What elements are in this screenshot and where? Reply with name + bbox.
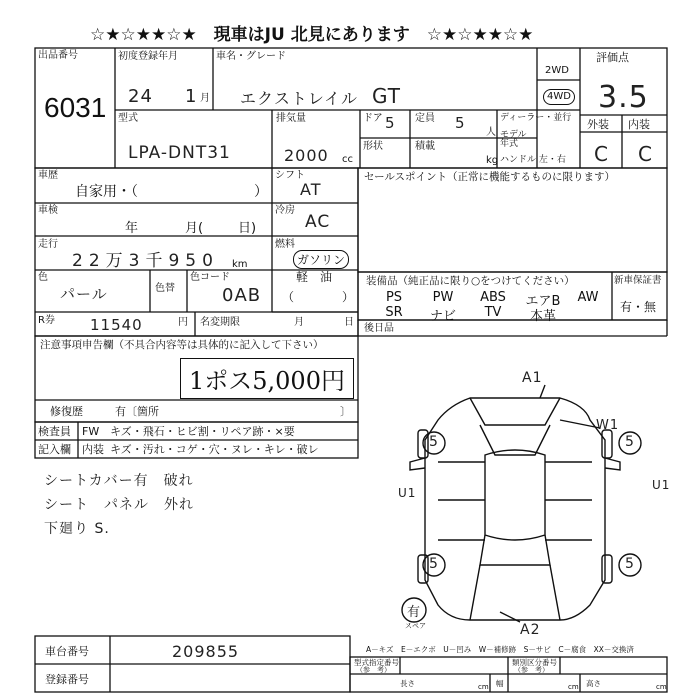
inspector-label: 検査員	[38, 425, 71, 438]
equipment-row2	[370, 305, 568, 324]
equipment-label: 装備品（純正品に限り○をつけてください）	[366, 275, 575, 287]
equip-pw: PW	[432, 290, 454, 305]
length-label: 長さ	[400, 679, 415, 688]
chassis-value: 209855	[172, 642, 240, 661]
chassis-label: 車台番号	[45, 645, 89, 658]
spare-label: スペア	[405, 622, 426, 630]
equip-tv: TV	[484, 305, 502, 320]
warranty-value: 有・無	[620, 300, 657, 314]
inspector-row1: キズ・飛石・ヒビ割・リペア跡・×要	[110, 425, 295, 438]
fuel-diesel: 軽 油	[296, 270, 333, 284]
first-reg-year: 24	[128, 86, 153, 107]
color-label: 色	[38, 272, 48, 283]
mileage-value: 22万3千950	[72, 251, 219, 271]
interior-grade: C	[638, 142, 653, 166]
displacement-label: 排気量	[276, 113, 306, 124]
doors-label: ドア	[363, 113, 383, 124]
tire-fl: 5	[429, 434, 439, 450]
capacity-label: 定員	[415, 113, 435, 124]
notes-label: 注意事項申告欄（不具合内容等は具体的に記入して下さい）	[40, 339, 324, 351]
spare-value: 有	[407, 605, 422, 620]
shift-label: シフト	[275, 170, 305, 181]
model-year-label: モデル年式	[500, 130, 527, 149]
first-reg-month-unit: 月	[200, 93, 210, 104]
name-change-day: 日	[344, 317, 354, 328]
model-designation-label: 型式指定番号	[354, 658, 399, 667]
car-name-label: 車名・グレード	[216, 51, 286, 62]
exterior-label: 外装	[587, 118, 609, 131]
inspector-fw: FW	[82, 425, 100, 438]
displacement-value: 2000	[284, 146, 329, 165]
handwritten-line1: シートカバー有 破れ	[44, 473, 194, 489]
model-value: LPA-DNT31	[128, 143, 231, 163]
registration-label: 登録番号	[45, 673, 89, 686]
mileage-label: 走行	[38, 239, 58, 250]
equip-sr: SR	[385, 305, 403, 320]
color-changed-label: 色替	[155, 283, 175, 294]
header-title: ☆★☆★★☆★ 現車はJU 北見にあります ☆★☆★★☆★	[90, 25, 534, 45]
name-change-month: 月	[294, 317, 304, 328]
tire-rl: 5	[429, 556, 439, 572]
width-unit: cm	[568, 683, 579, 691]
mileage-unit: km	[232, 259, 248, 270]
inspection-month: 月(	[185, 221, 204, 236]
history-close: ）	[254, 184, 268, 200]
load-unit: kg	[486, 155, 499, 166]
height-unit: cm	[656, 683, 667, 691]
color-value: パール	[60, 285, 108, 303]
color-code-label: 色コード	[190, 272, 230, 283]
class-no-label: 類別区分番号	[512, 658, 557, 667]
name-change-label: 名変期限	[200, 317, 240, 328]
load-label: 積載	[415, 141, 435, 152]
repair-value: 有〔箇所	[115, 405, 159, 418]
shift-value: AT	[300, 180, 322, 199]
exterior-grade: C	[594, 142, 609, 166]
inspection-day: 日)	[238, 221, 257, 236]
sales-point-label: セールスポイント（正常に機能するものに限ります）	[364, 171, 616, 183]
capacity-value: 5	[455, 114, 466, 132]
drive-2wd: 2WD	[545, 65, 569, 76]
diagram-u-left: U1	[398, 486, 417, 500]
recycle-label: R券	[38, 315, 55, 326]
displacement-unit: cc	[342, 154, 353, 165]
equip-airbag: エアB	[525, 294, 561, 309]
drive-4wd: 4WD	[543, 89, 575, 105]
tire-fr: 5	[625, 434, 635, 450]
equip-ps: PS	[385, 290, 403, 305]
recycle-unit: 円	[178, 317, 188, 328]
shape-label: 形状	[363, 141, 383, 152]
fuel-gasoline: ガソリン	[293, 250, 349, 269]
diagram-u-right: U1	[652, 478, 671, 492]
color-code-value: 0AB	[222, 285, 262, 306]
equip-navi: ナビ	[429, 309, 456, 324]
length-unit: cm	[478, 683, 489, 691]
inspection-year: 年	[125, 221, 139, 236]
lot-label: 出品番号	[38, 50, 78, 61]
class-no-ref: （参 考）	[514, 666, 549, 674]
ac-label: 冷房	[275, 205, 295, 216]
doors-value: 5	[385, 114, 396, 132]
ac-value: AC	[305, 212, 331, 232]
history-value: 自家用・（	[75, 184, 138, 200]
fuel-label: 燃料	[275, 239, 295, 250]
lot-value: 6031	[44, 92, 107, 123]
dealer-label: ディーラー・並行	[500, 113, 572, 123]
notes-stamp: 1ポス5,000円	[180, 358, 354, 399]
interior-label: 内装	[628, 118, 650, 131]
handwritten-line3: 下廻り S.	[44, 521, 110, 537]
inspector-row2: キズ・汚れ・コゲ・穴・ヌレ・キレ・破レ	[110, 443, 319, 456]
recycle-value: 11540	[90, 316, 143, 334]
repair-label: 修復歴	[50, 405, 83, 418]
history-label: 車歴	[38, 170, 58, 181]
car-grade-value: GT	[372, 84, 402, 108]
diagram-w1: W1	[596, 418, 620, 433]
inspection-label: 車検	[38, 205, 58, 216]
diagram-a2: A2	[520, 622, 541, 638]
handwritten-line2: シート パネル 外れ	[44, 497, 194, 513]
capacity-unit: 人	[486, 127, 496, 138]
grade-score: 3.5	[598, 80, 649, 115]
fuel-other: （ ）	[282, 290, 355, 304]
tire-rr: 5	[625, 556, 635, 572]
height-label: 高さ	[586, 679, 601, 688]
handle-label: ハンドル 左・右	[500, 155, 566, 165]
grade-label: 評価点	[596, 51, 629, 64]
inspector-interior: 内装	[82, 443, 104, 456]
first-reg-label: 初度登録年月	[118, 51, 178, 62]
after-day-label: 後日品	[364, 323, 394, 334]
damage-legend: A－キズ E－エクボ U－凹み W－補修跡 S－サビ C－腐食 XX－交換済	[366, 645, 634, 654]
diagram-a1: A1	[522, 370, 543, 386]
inspector-entry-label: 記入欄	[38, 443, 71, 456]
equip-leather: 本革	[529, 309, 556, 324]
first-reg-month: 1	[185, 86, 198, 107]
equip-abs: ABS	[480, 290, 506, 305]
model-designation-ref: （参 考）	[356, 666, 391, 674]
model-label: 型式	[118, 113, 138, 124]
car-name-value: エクストレイル	[240, 89, 359, 108]
warranty-label: 新車保証書	[614, 275, 662, 286]
width-label: 幅	[496, 679, 504, 688]
repair-close: 〕	[340, 405, 351, 418]
equip-aw: AW	[577, 290, 599, 305]
